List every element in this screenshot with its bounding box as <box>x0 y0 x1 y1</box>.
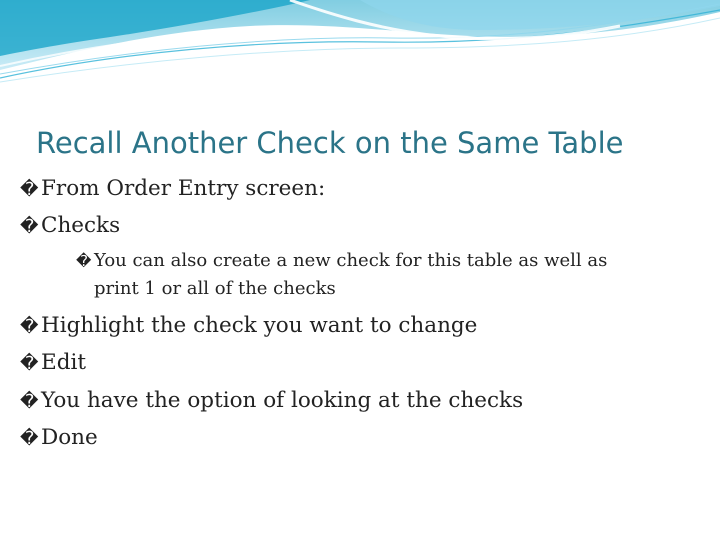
bullet-item <box>20 425 98 450</box>
bullet-text: Edit <box>41 350 86 375</box>
bullet-icon: � <box>20 316 39 337</box>
bullet-text-continued: print 1 or all of the checks <box>94 278 336 299</box>
bullet-item <box>20 313 477 338</box>
bullet-item <box>20 213 120 238</box>
bullet-icon: � <box>20 353 39 374</box>
bullet-text: Done <box>41 425 98 450</box>
bullet-icon: � <box>20 179 39 200</box>
bullet-text: You have the option of looking at the checks <box>41 388 524 413</box>
bullet-icon: � <box>20 216 39 237</box>
bullet-text: Checks <box>41 213 121 238</box>
bullet-icon: � <box>20 428 39 449</box>
bullet-text: You can also create a new check for this table as well as <box>94 250 608 271</box>
bullet-item <box>20 388 523 413</box>
bullet-icon: � <box>76 252 92 270</box>
bullet-text: Highlight the check you want to change <box>41 313 478 338</box>
bullet-item <box>20 350 86 375</box>
bullet-text: From Order Entry screen: <box>41 176 326 201</box>
bullet-icon: � <box>20 391 39 412</box>
slide-title: Recall Another Check on the Same Table <box>36 126 624 160</box>
header-wave-decoration <box>0 0 720 95</box>
sub-bullet-item <box>76 250 607 271</box>
bullet-item <box>20 176 325 201</box>
